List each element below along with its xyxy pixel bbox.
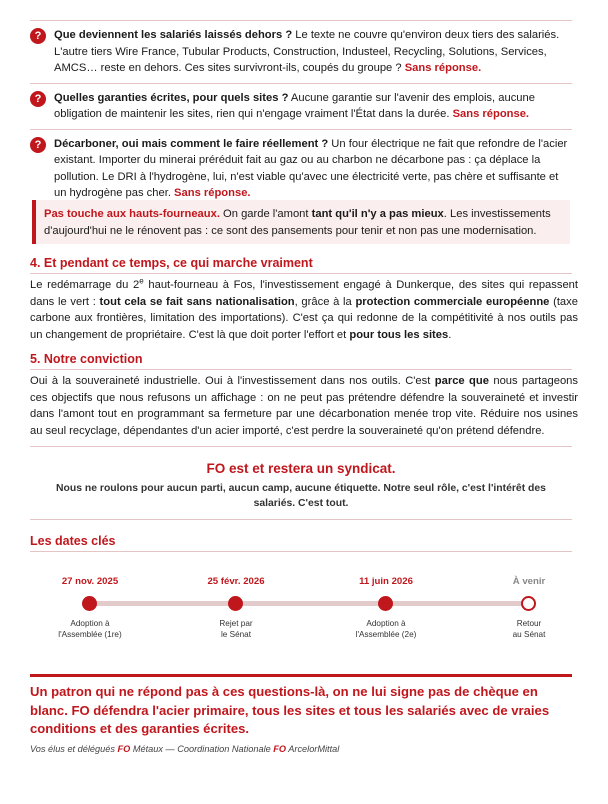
timeline-dot [228,596,243,611]
section-5-title: 5. Notre conviction [30,352,143,366]
dates-timeline [30,560,572,660]
closing-rule [30,674,572,677]
question-text: Quelles garanties écrites, pour quels sites ? Aucune garantie sur l'avenir des emplois, aucune obligation de maintenir les sites, rien qui n'engage vraiment l'État dans la durée. Sans réponse. [54,91,535,120]
timeline-dot [378,596,393,611]
section-divider [30,519,572,520]
timeline-dot-future [521,596,536,611]
syndicat-title: FO est et restera un syndicat. [206,461,396,476]
hauts-fourneaux-callout [32,200,570,244]
section-divider [30,273,572,274]
timeline-bar [90,601,528,606]
timeline-date: À venir [512,576,546,587]
question-text: Décarboner, oui mais comment le faire réellement ? Un four électrique ne fait que refondre de l'acier existant. Importer du minerai préréduit fait au gaz ou au charbon ne décarbone pas : ça déplace la pollution. Le DRI à l'hydrogène, lui, n'est viable qu'avec une électricité verte, pas chère et suffisante et un hydrogène pas cher. Sans réponse. [54,137,568,199]
question-circle-icon: ? [30,28,46,44]
question-item [30,83,572,129]
section-5-paragraph: Oui à la souveraineté industrielle. Oui à l'investissement dans nos outils. C'est parce que nous partageons ces objectifs que nous refusons un affichage : on ne peut pas prétendre défendre la souveraineté et investir dans l'amont tout en programmant sa fermeture par une décarbonation menée trop vite. Réduire nos usines au seul recyclage, dépendantes d'un acier importé, c'est perdre la souveraineté qu'on prétend défendre. [30,375,578,437]
section-4-title: 4. Et pendant ce temps, ce qui marche vraiment [30,256,313,270]
question-circle-icon: ? [30,91,46,107]
question-text: Que deviennent les salariés laissés dehors ? Le texte ne couvre qu'environ deux tiers des salariés. L'autre tiers Wire France, Tubular Products, Construction, Industeel, Recycling, Solutions, Services, AMCS… reste en dehors. Ces sites survivront-ils, coupés du groupe ? Sans réponse. [54,29,560,74]
section-divider [30,551,572,552]
timeline-dot [82,596,97,611]
section-divider [30,369,572,370]
signature: Vos élus et délégués FO Métaux — Coordination Nationale FO ArcelorMittal [30,744,340,754]
questions-list [30,20,572,208]
syndicat-subtitle: Nous ne roulons pour aucun parti, aucun camp, aucune étiquette. Notre seul rôle, c'est l'intérêt des salariés. C'est tout. [56,483,546,509]
callout-text: Pas touche aux hauts-fourneaux. On garde l'amont tant qu'il n'y a pas mieux. Les investissements d'aujourd'hui ne le rénovent pas : ce sont des pansements pour tenir et non pas une modernisation. [44,208,551,237]
question-item [30,129,572,208]
timeline-label: Adoption à l'Assemblée (1re) [58,619,122,639]
timeline-label: Rejet par le Sénat [219,619,253,639]
question-circle-icon: ? [30,137,46,153]
timeline-date: 27 nov. 2025 [61,576,119,587]
section-divider [30,446,572,447]
dates-title: Les dates clés [30,534,116,548]
timeline-date: 11 juin 2026 [359,576,413,587]
timeline-date: 25 févr. 2026 [207,576,265,587]
closing-statement: Un patron qui ne répond pas à ces questions-là, on ne lui signe pas de chèque en blanc. FO défendra l'acier primaire, tous les sites et tous les salariés avec de vraies conditions et des garanties écrites. [30,684,550,736]
timeline-label: Retour au Sénat [512,619,546,639]
question-item [30,20,572,83]
timeline-label: Adoption à l'Assemblée (2e) [355,619,417,639]
section-4-paragraph: Le redémarrage du 2e haut-fourneau à Fos, l'investissement engagé à Dunkerque, des sites qui repassent dans le vert : tout cela se fait sans nationalisation, grâce à la protection commerciale européenne (taxe carbone aux frontières, limitation des importations). C'est ça qui redonne de la compétitivité à nos outils pas un changement de propriétaire. C'est là que doit porter l'effort et pour tous les sites. [30,276,579,341]
